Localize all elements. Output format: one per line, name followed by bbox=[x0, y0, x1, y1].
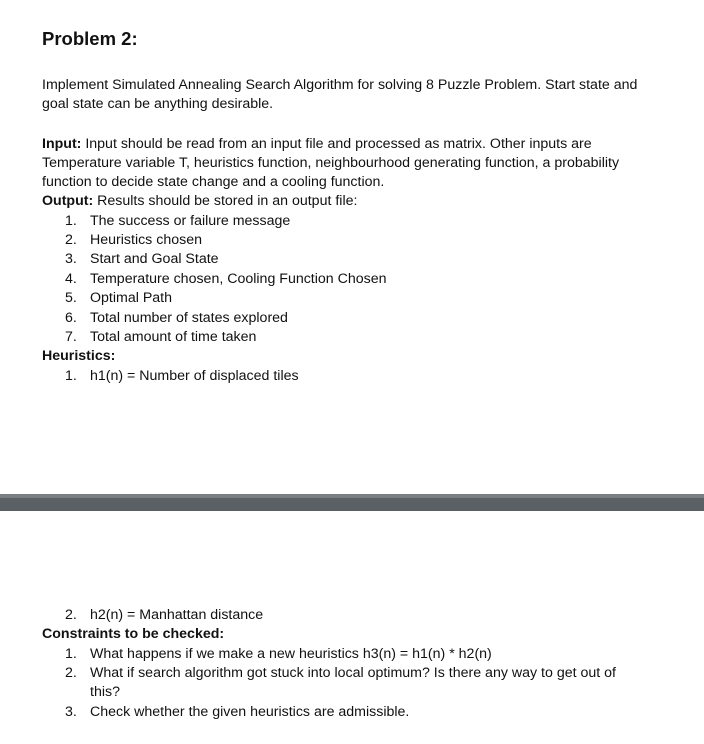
list-text: What if search algorithm got stuck into local optimum? Is there any way to get out of bbox=[90, 665, 616, 681]
output-text: Results should be stored in an output file: bbox=[93, 193, 358, 209]
list-item bbox=[65, 606, 264, 624]
list-number: 7. bbox=[65, 329, 77, 345]
list-number: 1. bbox=[65, 213, 77, 229]
list-item bbox=[65, 289, 173, 307]
input-label: Input: bbox=[42, 136, 82, 152]
list-number: 1. bbox=[65, 368, 77, 384]
document-page-bottom bbox=[0, 511, 704, 744]
output-label: Output: bbox=[42, 193, 94, 209]
list-number: 2. bbox=[65, 232, 77, 248]
list-item bbox=[65, 328, 257, 346]
list-text: h2(n) = Manhattan distance bbox=[90, 607, 264, 623]
list-text: The success or failure message bbox=[90, 213, 291, 229]
list-number: 2. bbox=[65, 665, 77, 681]
list-item bbox=[65, 645, 492, 663]
problem-title: Problem 2: bbox=[42, 28, 138, 49]
list-text: Temperature chosen, Cooling Function Chosen bbox=[90, 271, 387, 287]
list-text: this? bbox=[90, 684, 120, 700]
list-item bbox=[65, 250, 219, 268]
list-text: Total amount of time taken bbox=[90, 329, 257, 345]
list-text: h1(n) = Number of displaced tiles bbox=[90, 368, 299, 384]
input-text: Input should be read from an input file and processed as matrix. Other inputs are bbox=[81, 136, 592, 152]
list-text: Total number of states explored bbox=[90, 310, 288, 326]
list-item bbox=[65, 367, 299, 385]
list-item bbox=[65, 703, 410, 721]
input-line-3: function to decide state change and a cooling function. bbox=[42, 174, 385, 190]
list-item bbox=[65, 664, 616, 682]
list-text: Heuristics chosen bbox=[90, 232, 202, 248]
list-item bbox=[65, 270, 387, 288]
intro-line-1: Implement Simulated Annealing Search Algorithm for solving 8 Puzzle Problem. Start state and bbox=[42, 77, 638, 93]
output-line bbox=[42, 192, 357, 210]
list-number: 3. bbox=[65, 704, 77, 720]
intro-line-2: goal state can be anything desirable. bbox=[42, 96, 274, 112]
heuristics-heading: Heuristics: bbox=[42, 348, 116, 364]
input-line-2: Temperature variable T, heuristics function, neighbourhood generating function, a probability bbox=[42, 155, 620, 171]
list-number: 1. bbox=[65, 646, 77, 662]
list-item bbox=[65, 309, 288, 327]
page-separator-shade bbox=[0, 494, 704, 498]
list-number: 3. bbox=[65, 251, 77, 267]
list-text: What happens if we make a new heuristics h3(n) = h1(n) * h2(n) bbox=[90, 646, 492, 662]
list-text: Start and Goal State bbox=[90, 251, 219, 267]
list-item bbox=[65, 212, 291, 230]
list-item bbox=[65, 231, 202, 249]
list-number: 2. bbox=[65, 607, 77, 623]
page-separator bbox=[0, 494, 704, 511]
input-line-1 bbox=[42, 135, 592, 153]
list-number: 4. bbox=[65, 271, 77, 287]
list-text: Check whether the given heuristics are admissible. bbox=[90, 704, 410, 720]
list-number: 6. bbox=[65, 310, 77, 326]
list-number: 5. bbox=[65, 290, 77, 306]
constraints-heading: Constraints to be checked: bbox=[42, 626, 225, 642]
list-text: Optimal Path bbox=[90, 290, 173, 306]
list-item-continuation bbox=[65, 683, 120, 701]
